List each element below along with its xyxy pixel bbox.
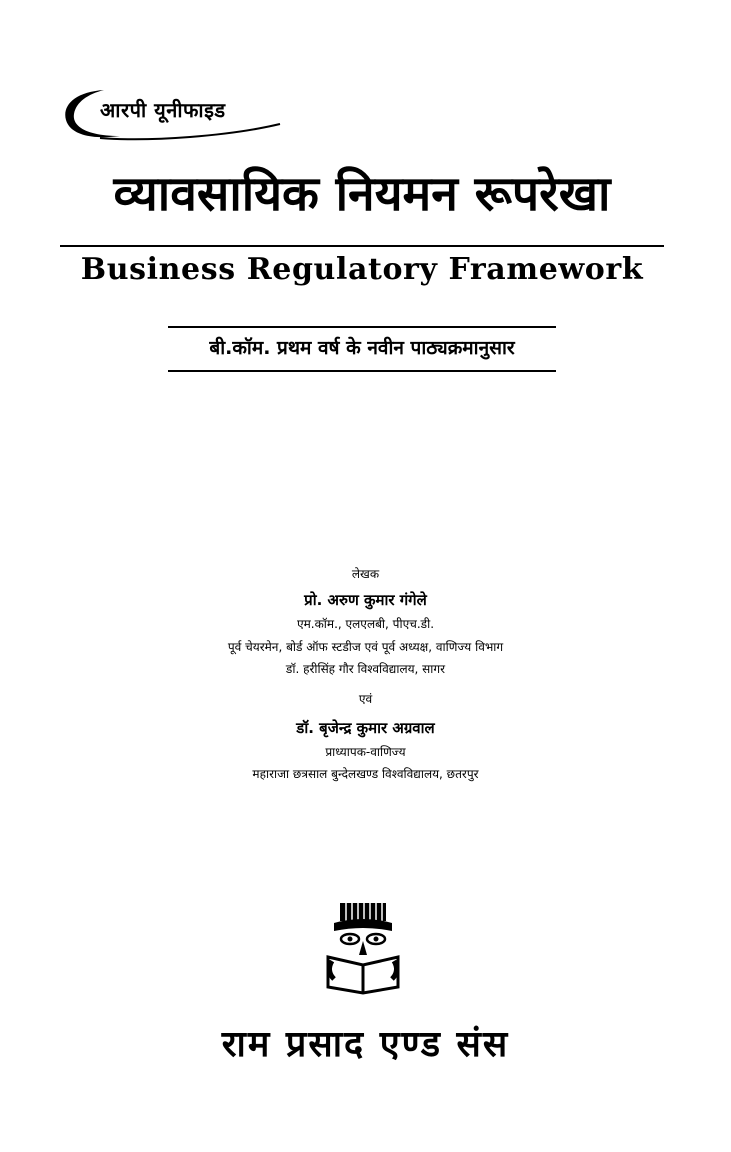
author1-institution: डॉ. हरीसिंह गौर विश्वविद्यालय, सागर bbox=[285, 662, 446, 676]
author1-name: प्रो. अरुण कुमार गंगेले bbox=[304, 591, 427, 609]
series-name: आरपी यूनीफाइड bbox=[100, 98, 226, 122]
author-conjunction: एवं bbox=[358, 692, 373, 706]
english-title: Business Regulatory Framework bbox=[80, 252, 644, 287]
syllabus-note: बी.कॉम. प्रथम वर्ष के नवीन पाठ्यक्रमानुसार bbox=[209, 337, 515, 359]
publisher-emblem-icon bbox=[318, 895, 408, 995]
hindi-title: व्यावसायिक नियमन रूपरेखा bbox=[113, 166, 611, 222]
author1-degrees: एम.कॉम., एलएलबी, पीएच.डी. bbox=[296, 617, 435, 631]
author2-name: डॉ. बृजेन्द्र कुमार अग्रवाल bbox=[296, 719, 435, 737]
author-label: लेखक bbox=[351, 567, 380, 581]
title-divider bbox=[60, 245, 664, 247]
author2-institution: महाराजा छत्रसाल बुन्देलखण्ड विश्वविद्यालय, छतरपुर bbox=[252, 767, 479, 781]
author2-position: प्राध्यापक-वाणिज्य bbox=[325, 745, 406, 759]
author1-position: पूर्व चेयरमेन, बोर्ड ऑफ स्टडीज एवं पूर्व अध्यक्ष, वाणिज्य विभाग bbox=[227, 640, 504, 654]
publisher-name: राम प्रसाद एण्ड संस bbox=[221, 1024, 510, 1065]
